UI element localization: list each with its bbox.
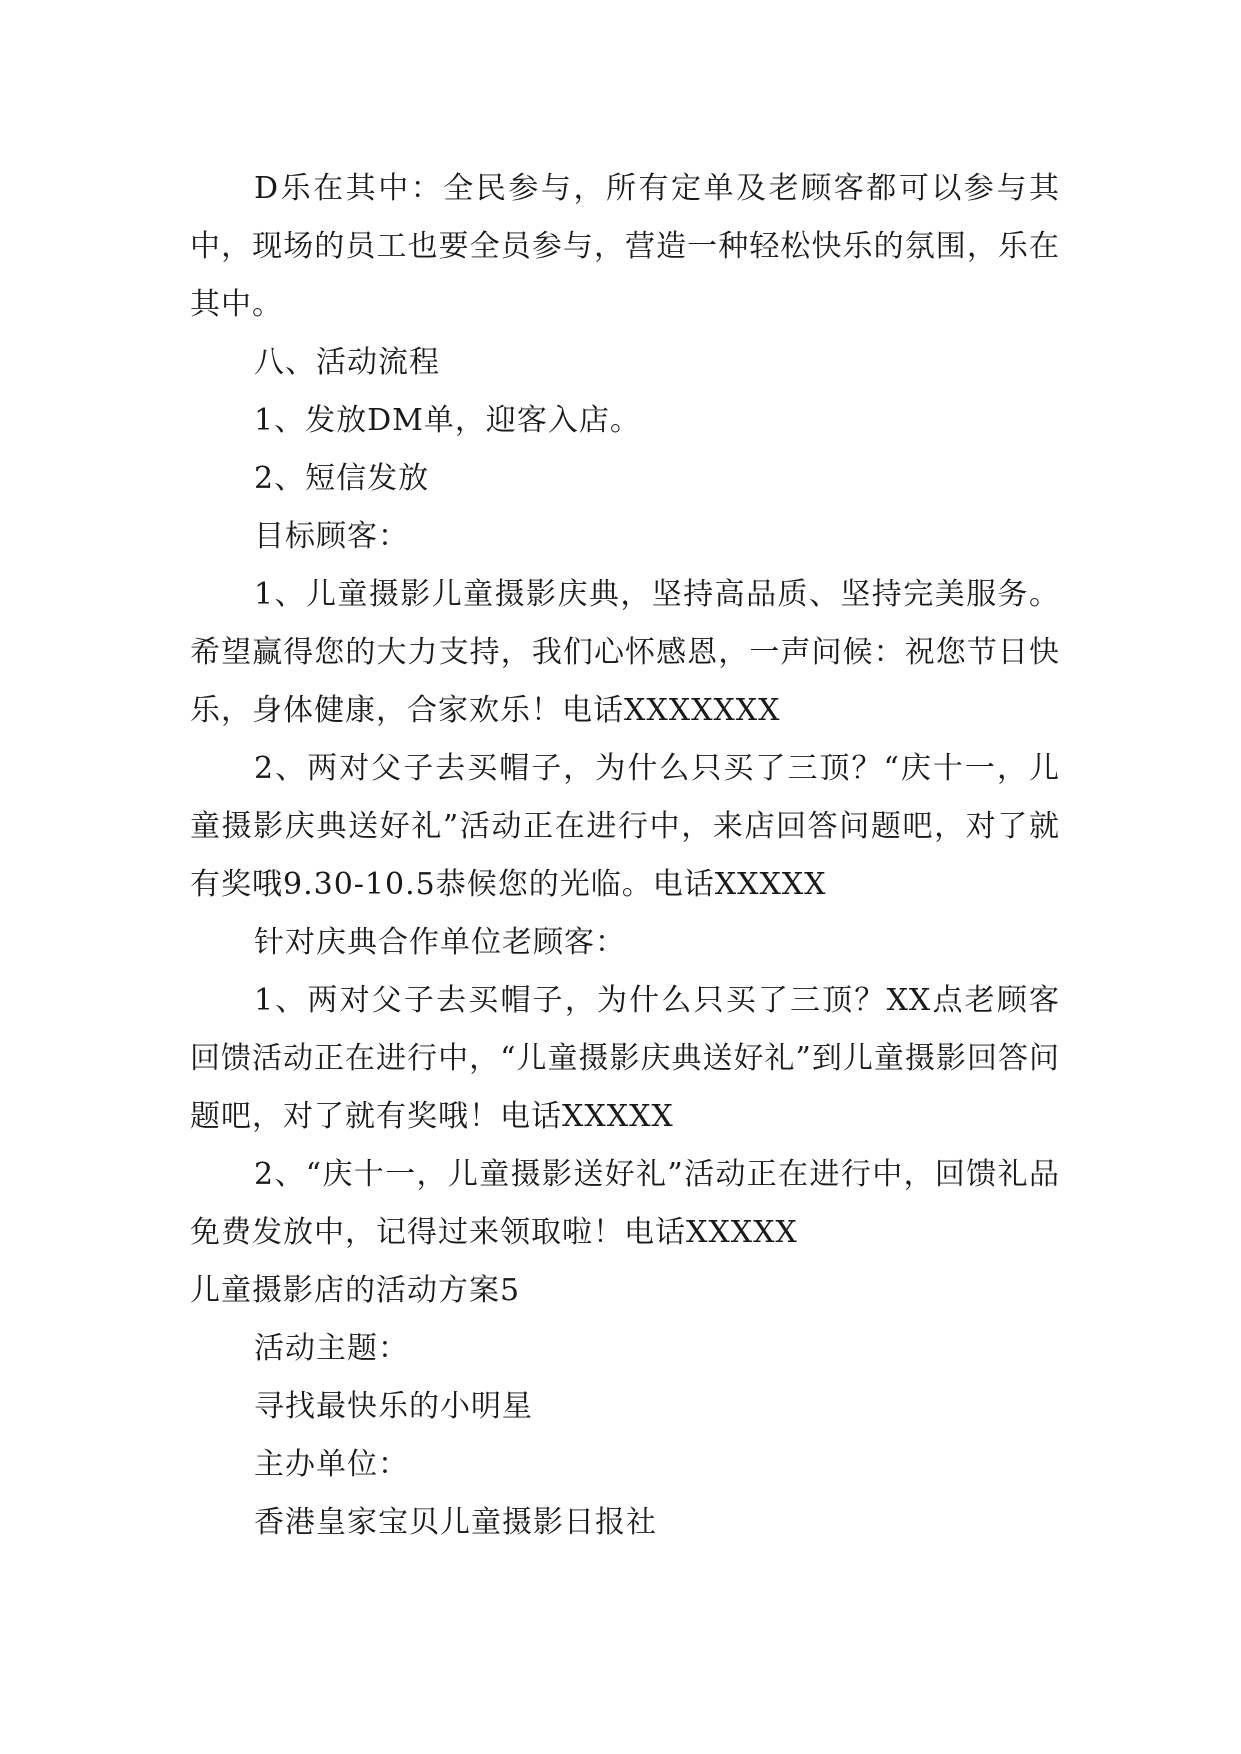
paragraph-theme-value: 寻找最快乐的小明星 [254,1389,533,1424]
section-title-plan-5: 儿童摄影店的活动方案5 [190,1273,521,1308]
paragraph-dm-flyers: 1、发放DM单，迎客入店。 [254,403,641,438]
paragraph-sms: 2、短信发放 [254,461,430,496]
paragraph-organizer-label: 主办单位： [254,1447,409,1482]
paragraph-joy: D乐在其中：全民参与，所有定单及老顾客都可以参与其中，现场的员工也要全员参与，营造一种轻松快乐的氛围，乐在其中。 [190,171,1060,322]
paragraph-partner-message-1: 1、两对父子去买帽子，为什么只买了三顶？XX点老顾客回馈活动正在进行中，“儿童摄影庆典送好礼”到儿童摄影回答问题吧，对了就有奖哦！电话XXXXX [190,983,1060,1134]
section-heading-activity-process: 八、活动流程 [254,345,440,380]
paragraph-theme-label: 活动主题： [254,1331,409,1366]
paragraph-organizer-value: 香港皇家宝贝儿童摄影日报社 [254,1505,657,1540]
paragraph-partner-customers: 针对庆典合作单位老顾客： [254,925,626,960]
paragraph-sms-message-2: 2、两对父子去买帽子，为什么只买了三顶？“庆十一，儿童摄影庆典送好礼”活动正在进行中，来店回答问题吧，对了就有奖哦9.30-10.5恭候您的光临。电话XXXXX [190,751,1060,902]
paragraph-partner-message-2: 2、“庆十一，儿童摄影送好礼”活动正在进行中，回馈礼品免费发放中，记得过来领取啦！电话XXXXX [190,1157,1060,1250]
paragraph-sms-message-1: 1、儿童摄影儿童摄影庆典，坚持高品质、坚持完美服务。希望赢得您的大力支持，我们心怀感恩，一声问候：祝您节日快乐，身体健康，合家欢乐！电话XXXXXXX [190,577,1060,728]
document-body [190,160,1060,1552]
paragraph-target-customers: 目标顾客： [254,519,409,554]
